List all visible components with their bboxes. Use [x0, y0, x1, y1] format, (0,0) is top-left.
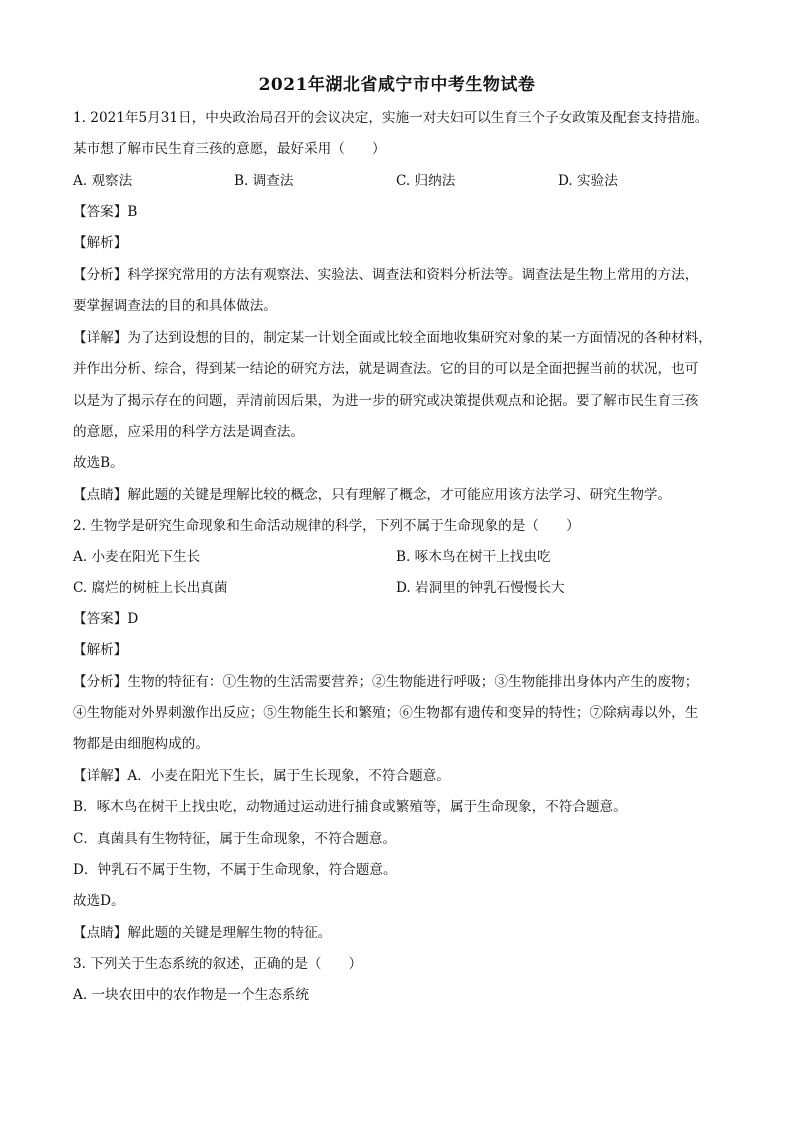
q2-option-c: C. 腐烂的树桩上长出真菌: [73, 580, 228, 596]
q1-analysis-line-2: 要掌握调查法的目的和具体做法。: [73, 298, 277, 314]
q2-stem: 2. 生物学是研究生命现象和生命活动规律的科学，下列不属于生命现象的是（ ）: [73, 518, 580, 534]
q1-option-b: B. 调查法: [234, 173, 294, 189]
q1-detail-line-2: 并作出分析、综合，得到某一结论的研究方法，就是调查法。它的目的可以是全面把握当前的状况，也可: [73, 361, 699, 377]
q3-stem: 3. 下列关于生态系统的叙述，正确的是（ ）: [73, 956, 363, 972]
q1-detail-line-4: 的意愿，应采用的科学方法是调查法。: [73, 424, 305, 440]
q2-analysis-line-3: 物都是由细胞构成的。: [73, 736, 209, 752]
q2-option-b: B. 啄木鸟在树干上找虫吃: [396, 549, 551, 565]
q2-choice: 故选D。: [73, 893, 125, 909]
q2-analysis-line-2: ④生物能对外界刺激作出反应；⑤生物能生长和繁殖；⑥生物都有遗传和变异的特性；⑦除病毒以外，生: [73, 705, 699, 721]
q2-option-d: D. 岩洞里的钟乳石慢慢长大: [396, 580, 565, 596]
q1-tip: 【点睛】解此题的关键是理解比较的概念，只有理解了概念，才可能应用该方法学习、研究生物学。: [73, 487, 672, 503]
q1-analysis-line-1: 【分析】科学探究常用的方法有观察法、实验法、调查法和资料分析法等。调查法是生物上常用的方法，: [73, 267, 699, 283]
q2-detail-c: C．真菌具有生物特征，属于生命现象，不符合题意。: [73, 831, 397, 847]
q3-option-a: A. 一块农田中的农作物是一个生态系统: [73, 987, 309, 1003]
q2-option-a: A. 小麦在阳光下生长: [73, 549, 201, 565]
q2-detail-d: D．钟乳石不属于生物，不属于生命现象，符合题意。: [73, 862, 397, 878]
q2-detail-a: 【详解】A．小麦在阳光下生长，属于生长现象，不符合题意。: [73, 768, 450, 784]
q2-detail-b: B．啄木鸟在树干上找虫吃，动物通过运动进行捕食或繁殖等，属于生命现象，不符合题意。: [73, 799, 627, 815]
q1-detail-line-1: 【详解】为了达到设想的目的，制定某一计划全面或比较全面地收集研究对象的某一方面情况的各种材料，: [73, 330, 712, 346]
q1-stem-line-2: 某市想了解市民生育三孩的意愿，最好采用（ ）: [73, 141, 386, 157]
q2-analysis-line-1: 【分析】生物的特征有：①生物的生活需要营养；②生物能进行呼吸；③生物能排出身体内产生的废物；: [73, 674, 699, 690]
q2-answer: 【答案】D: [73, 611, 139, 627]
q1-option-a: A. 观察法: [73, 173, 133, 189]
q1-stem-line-1: 1. 2021年5月31日，中央政治局召开的会议决定，实施一对夫妇可以生育三个子女政策及配套支持措施。: [73, 110, 709, 126]
q1-analysis-heading: 【解析】: [73, 235, 128, 251]
q1-option-c: C. 归纳法: [396, 173, 456, 189]
page-title: 2021年湖北省咸宁市中考生物试卷: [258, 75, 536, 95]
q1-answer: 【答案】B: [73, 204, 138, 220]
q1-option-d: D. 实验法: [558, 173, 618, 189]
q1-choice: 故选B。: [73, 455, 124, 471]
q2-tip: 【点睛】解此题的关键是理解生物的特征。: [73, 925, 332, 941]
q2-analysis-heading: 【解析】: [73, 642, 128, 658]
q1-detail-line-3: 以是为了揭示存在的问题，弄清前因后果，为进一步的研究或决策提供观点和论据。要了解市民生育三孩: [73, 393, 699, 409]
